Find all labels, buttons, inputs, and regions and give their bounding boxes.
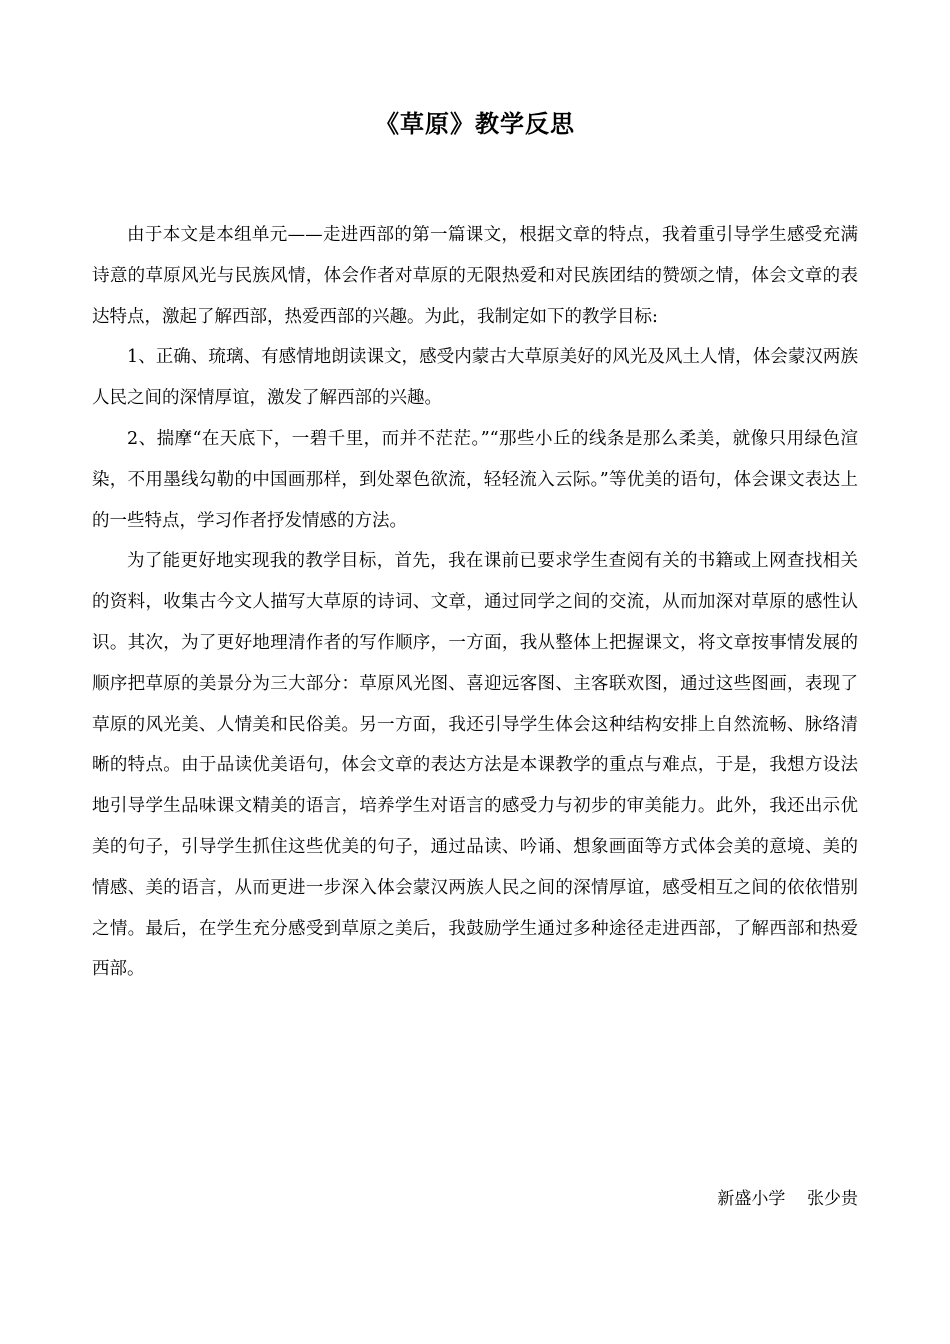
paragraph-reflection: 为了能更好地实现我的教学目标，首先，我在课前已要求学生查阅有关的书籍或上网查找相关的资料，收集古今文人描写大草原的诗词、文章，通过同学之间的交流，从而加深对草原的感性认识。其次，为了更好地理清作者的写作顺序，一方面，我从整体上把握课文，将文章按事情发展的顺序把草原的美景分为三大部分：草原风光图、喜迎远客图、主客联欢图，通过这些图画，表现了草原的风光美、人情美和民俗美。另一方面，我还引导学生体会这种结构安排上自然流畅、脉络清晰的特点。由于品读优美语句，体会文章的表达方法是本课教学的重点与难点，于是，我想方设法地引导学生品味课文精美的语言，培养学生对语言的感受力与初步的审美能力。此外，我还出示优美的句子，引导学生抓住这些优美的句子，通过品读、吟诵、想象画面等方式体会美的意境、美的情感、美的语言，从而更进一步深入体会蒙汉两族人民之间的深情厚谊，感受相互之间的依依惜别之情。最后，在学生充分感受到草原之美后，我鼓励学生通过多种途径走进西部，了解西部和热爱西部。 <box>92 551 858 980</box>
paragraph-goal-1: 1、正确、琉璃、有感情地朗读课文，感受内蒙古大草原美好的风光及风土人情，体会蒙汉两族人民之间的深情厚谊，激发了解西部的兴趣。 <box>92 347 858 409</box>
author-signature: 新盛小学 张少贵 <box>717 1189 858 1209</box>
page-title: 《草原》教学反思 <box>375 109 575 138</box>
paragraph-goal-2: 2、揣摩“在天底下，一碧千里，而并不茫茫。”“那些小丘的线条是那么柔美，就像只用绿色渲染，不用墨线勾勒的中国画那样，到处翠色欲流，轻轻流入云际。”等优美的语句，体会课文表达上的一些特点，学习作者抒发情感的方法。 <box>92 428 858 531</box>
document-body <box>92 215 858 990</box>
paragraph-intro: 由于本文是本组单元——走进西部的第一篇课文，根据文章的特点，我着重引导学生感受充满诗意的草原风光与民族风情，体会作者对草原的无限热爱和对民族团结的赞颂之情，体会文章的表达特点，激起了解西部，热爱西部的兴趣。为此，我制定如下的教学目标: <box>92 225 858 327</box>
